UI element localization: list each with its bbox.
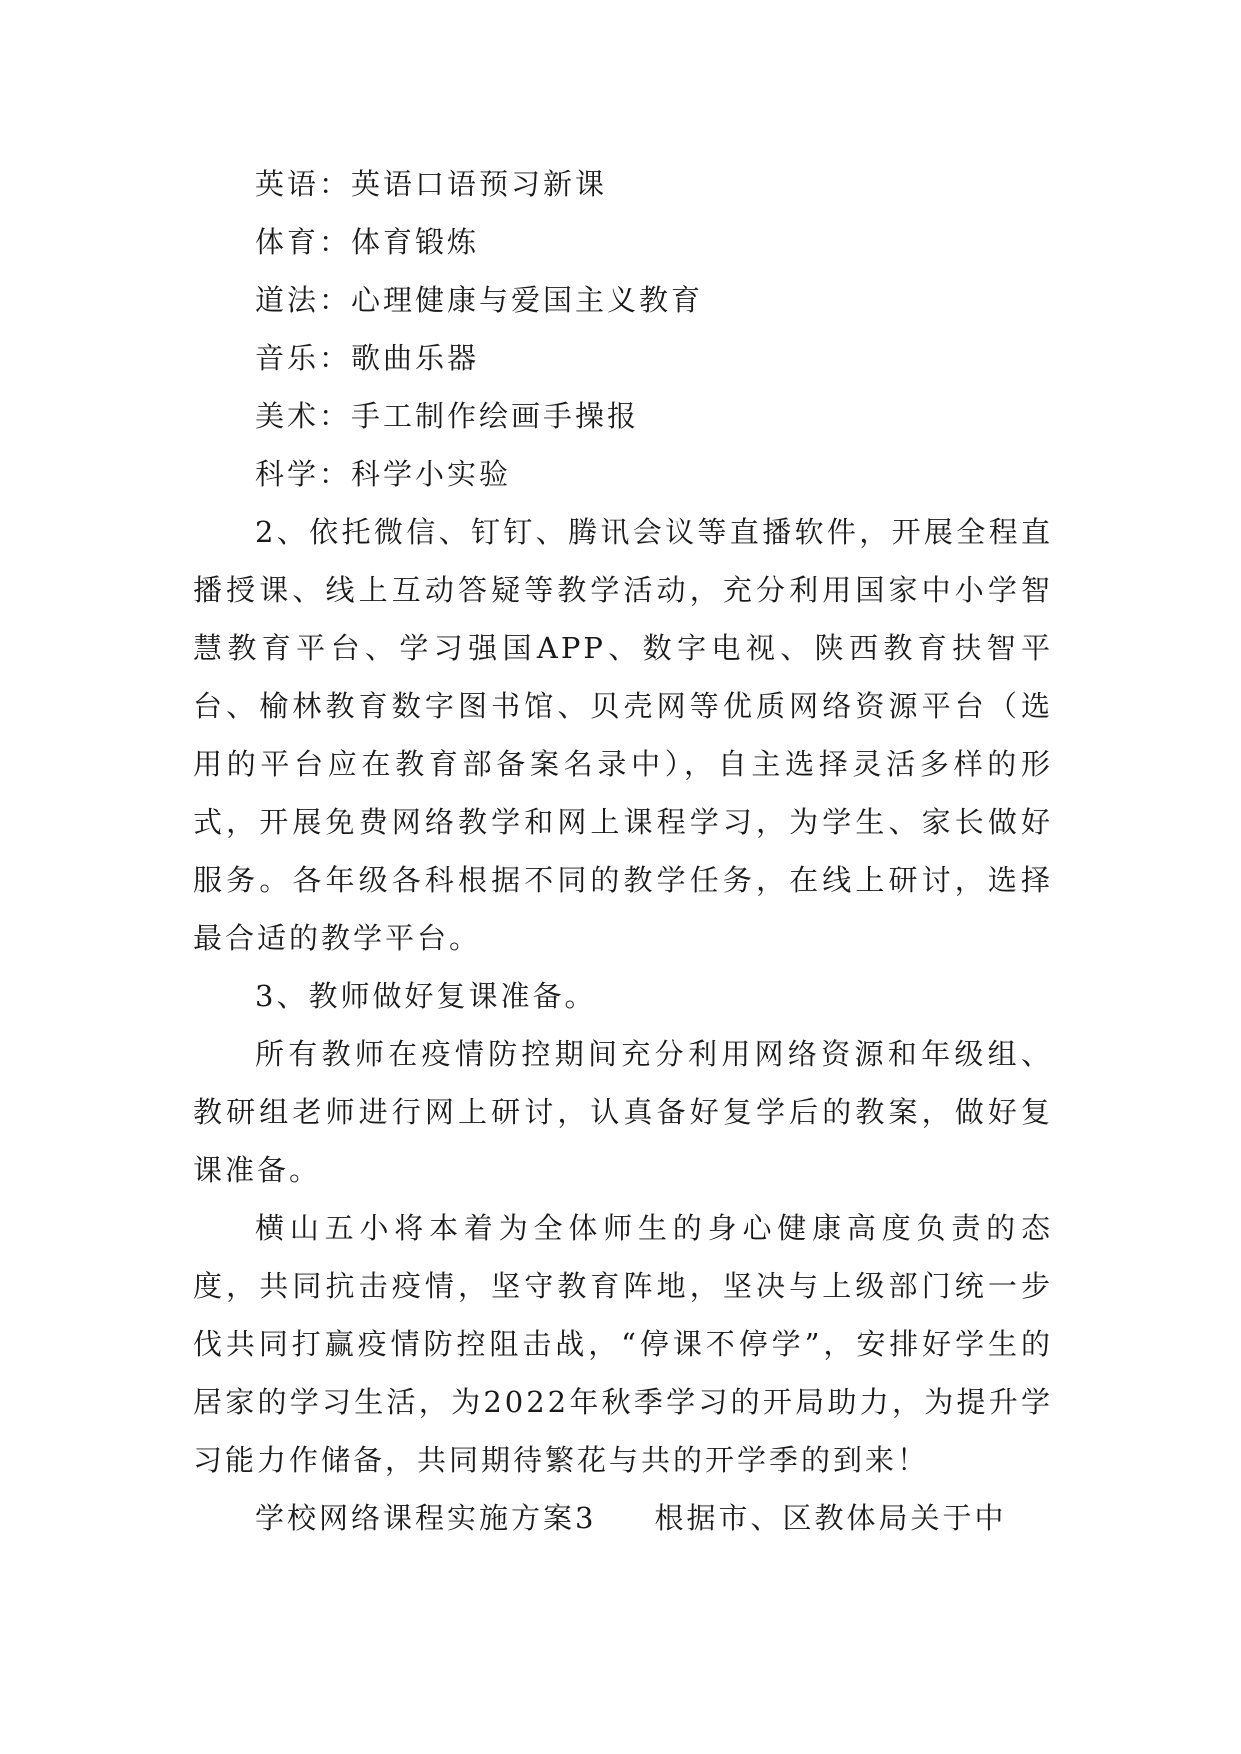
paragraph-live-teaching: 2、依托微信、钉钉、腾讯会议等直播软件，开展全程直播授课、线上互动答疑等教学活动，充分利用国家中小学智慧教育平台、学习强国APP、数字电视、陕西教育扶智平台、榆林教育数字图书馆、贝壳网等优质网络资源平台（选用的平台应在教育部备案名录中），自主选择灵活多样的形式，开展免费网络教学和网上课程学习，为学生、家长做好服务。各年级各科根据不同的教学任务，在线上研讨，选择最合适的教学平台。 xyxy=(193,515,1053,955)
section-heading: 学校网络课程实施方案3 xyxy=(255,1501,597,1535)
paragraph-school-commitment: 横山五小将本着为全体师生的身心健康高度负责的态度，共同抗击疫情，坚守教育阵地，坚决与上级部门统一步伐共同打赢疫情防控阻击战，“停课不停学”，安排好学生的居家的学习生活，为2022年秋季学习的开局助力，为提升学习能力作储备，共同期待繁花与共的开学季的到来！ xyxy=(193,1211,1053,1477)
subject-art: 美术：手工制作绘画手操报 xyxy=(255,399,640,433)
subject-music: 音乐：歌曲乐器 xyxy=(255,341,480,375)
section-continuation: 根据市、区教体局关于中 xyxy=(654,1501,1007,1535)
paragraph-teacher-prep: 所有教师在疫情防控期间充分利用网络资源和年级组、教研组老师进行网上研讨，认真备好复学后的教案，做好复课准备。 xyxy=(193,1037,1053,1187)
final-line xyxy=(193,1489,1053,1547)
subject-english: 英语：英语口语预习新课 xyxy=(255,167,608,201)
subject-science: 科学：科学小实验 xyxy=(255,457,512,491)
subject-pe: 体育：体育锻炼 xyxy=(255,225,480,259)
subject-morality-law: 道法：心理健康与爱国主义教育 xyxy=(255,283,704,317)
paragraph-heading-teacher-prep: 3、教师做好复课准备。 xyxy=(255,979,597,1013)
document-body xyxy=(193,155,1053,1547)
